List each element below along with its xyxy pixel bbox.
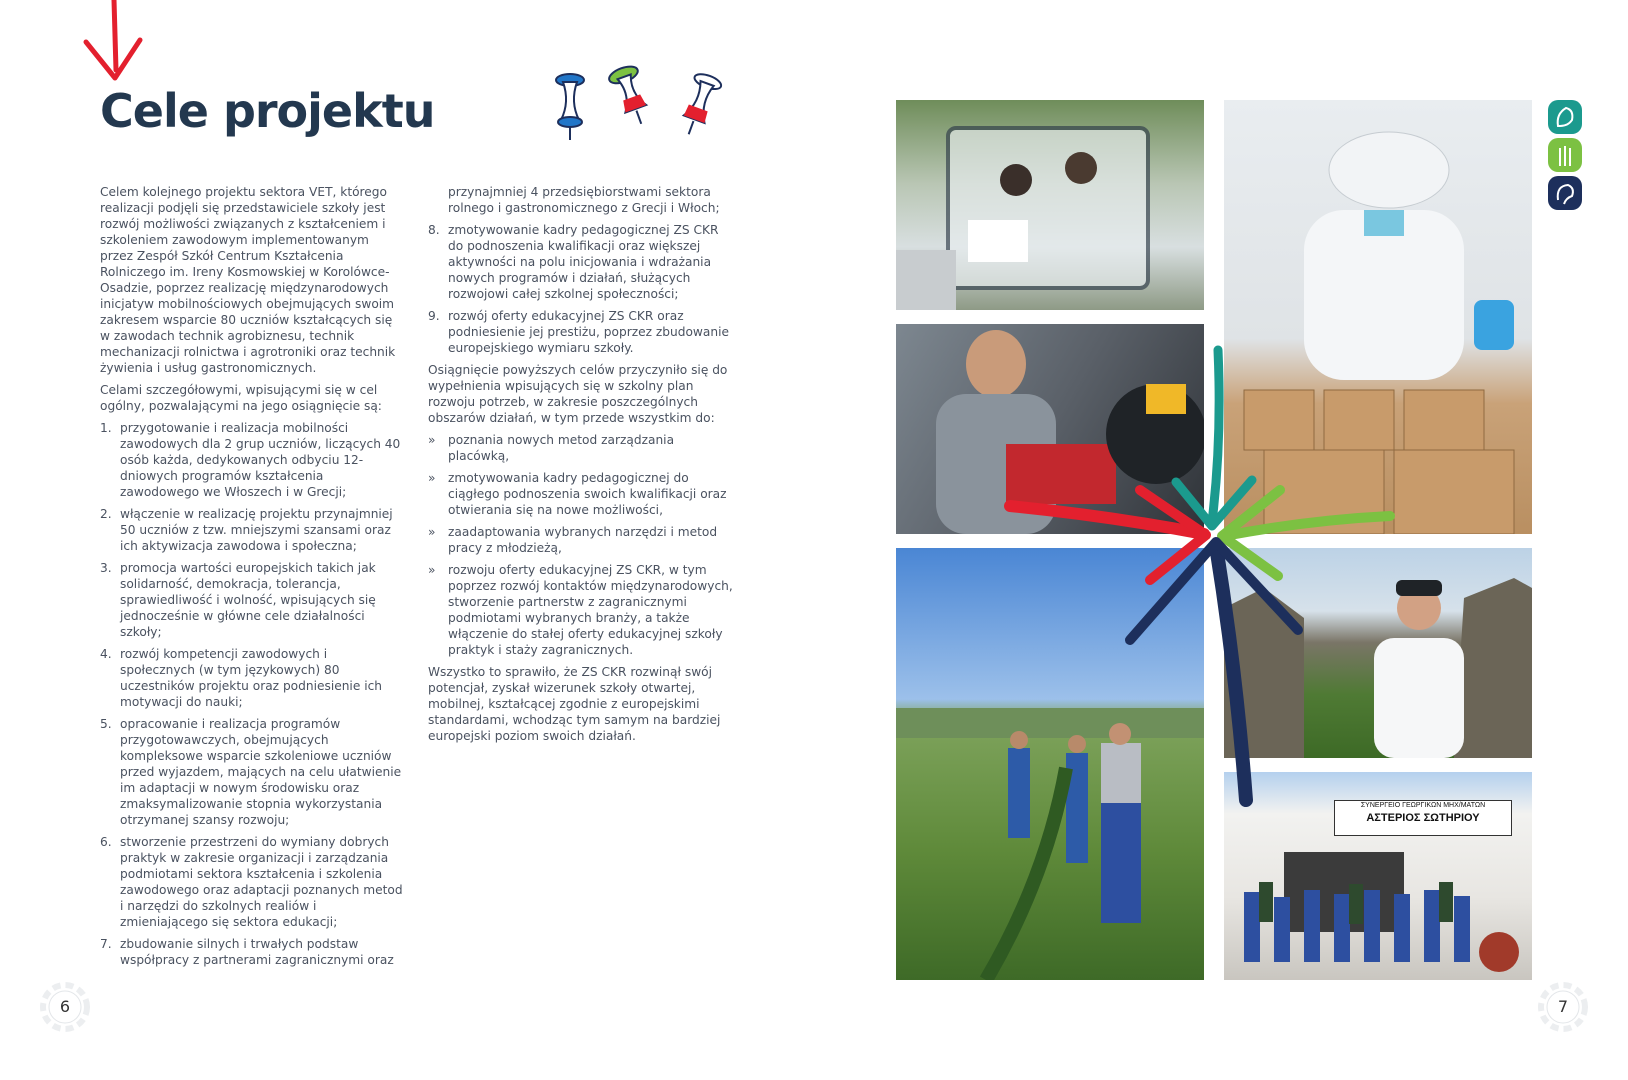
pushpins-decoration-icon (535, 62, 745, 152)
text-column-1 (100, 184, 403, 974)
intro-paragraph: Celem kolejnego projektu sektora VET, którego realizacji podjęli się przedstawiciele szkoły jest rozwój możliwości związanych z kształceniem i szkoleniem zawodowym implementowanym przez Zespół Szkół Centrum Kształcenia Rolniczego im. Ireny Kosmowskiej w Korolówce-Osadzie, poprzez realizację międzynarodowych inicjatyw mobilnościowych obejmujących swoim zakresem wsparcie 80 uczniów kształcących się w zawodach technik agrobiznesu, technik mechanizacji rolnictwa i agrotroniki oraz technik żywienia i usług gastronomicznych. (100, 185, 396, 375)
goals-list (100, 420, 403, 968)
page-number-left: 6 (59, 997, 71, 1016)
list-item: 6. stworzenie przestrzeni do wymiany dobrych praktyk w zakresie organizacji i zarządzania podmiotami sektora kształcenia i szkolenia zawodowego oraz adaptacji poznanych metod i narzędzi do szkolnych realiów i zmieniającego się sektora edukacji; (100, 835, 403, 929)
goals-list-continued (428, 222, 736, 356)
workshop-sign: ΣΥΝΕΡΓΕΙΟ ΓΕΩΡΓΙΚΩΝ ΜΗΧ/ΜΑΤΩΝ ΑΣΤΕΡΙΟΣ ΣΩΤΗΡΙΟΥ (1334, 800, 1512, 836)
list-item: 1. przygotowanie i realizacja mobilności zawodowych dla 2 grup uczniów, liczących 40 osób każda, dedykowanych odbyciu 12-dniowych programów kształcenia zawodowego we Włoszech i w Grecji; (100, 421, 401, 499)
navy-category-icon (1548, 176, 1582, 210)
teal-category-icon (1548, 100, 1582, 134)
closing-paragraph: Wszystko to sprawiło, że ZS CKR rozwinął swój potencjał, zyskał wizerunek szkoły otwartej, mobilnej, kształcącej zgodnie z europejskimi standardami, wchodząc tym samym na bardziej europejski poziom swoich działań. (428, 665, 721, 743)
list-item: » zmotywowania kadry pedagogicznej do ciągłego podnoszenia swoich kwalifikacji oraz otwierania się na nowe możliwości, (428, 471, 727, 517)
list-item: » zaadaptowania wybranych narzędzi i metod pracy z młodzieżą, (428, 525, 718, 555)
list-item: » poznania nowych metod zarządzania placówką, (428, 433, 675, 463)
text-column-2 (428, 184, 736, 750)
wheat-category-icon (1548, 138, 1582, 172)
list-item: 5. opracowanie i realizacja programów przygotowawczych, obejmujących kompleksowe wsparcie szkoleniowe uczniów przed wyjazdem, mających na celu ułatwienie im adaptacji w nowym środowisku oraz zmaksymalizowanie stopnia wykorzystania otrzymanej szansy rozwoju; (100, 717, 402, 827)
list-item: » rozwoju oferty edukacyjnej ZS CKR, w tym poprzez rozwój kontaktów międzynarodowych, stworzenie partnerstw z zagranicznymi podmiotami wybranych branży, a także włączenie do stałej oferty edukacyjnej szkoły praktyk i staży zagranicznych. (428, 563, 733, 657)
list-item: 4. rozwój kompetencji zawodowych i społecznych (w tym językowych) 80 uczestników projektu oraz podniesienie ich motywacji do nauki; (100, 647, 383, 709)
intro2-paragraph: Celami szczegółowymi, wpisującymi się w cel ogólny, pozwalającymi na jego osiągnięcie są: (100, 383, 382, 413)
crossing-arrows-decoration (990, 330, 1410, 810)
red-arrow-icon (80, 0, 150, 90)
list-item: 9. rozwój oferty edukacyjnej ZS CKR oraz podniesienie jej prestiżu, poprzez zbudowanie europejskiego wymiaru szkoły. (428, 309, 729, 355)
page-title: Cele projektu (100, 84, 435, 138)
list-item: 3. promocja wartości europejskich takich jak solidarność, demokracja, tolerancja, sprawiedliwość i wolność, wpisujących się jednocześnie w główne cele działalności szkoły; (100, 561, 376, 639)
list-item: 2. włączenie w realizację projektu przynajmniej 50 uczniów z tzw. mniejszymi szansami oraz ich aktywizacja zawodowa i społeczna; (100, 507, 393, 553)
list-item: 7. zbudowanie silnych i trwałych podstaw współpracy z partnerami zagranicznymi oraz (100, 937, 394, 967)
photo-golf-cart (896, 100, 1204, 310)
list-item: 8. zmotywowanie kadry pedagogicznej ZS CKR do podnoszenia kwalifikacji oraz większej aktywności na polu inicjowania i wdrażania nowych programów i działań, służących rozwojowi całej szkolnej społeczności; (428, 223, 719, 301)
page-number-right: 7 (1557, 997, 1569, 1016)
bullets-list (428, 432, 736, 658)
goal7-continuation: przynajmniej 4 przedsiębiorstwami sektora rolnego i gastronomicznego z Grecji i Włoch; (448, 185, 720, 215)
achieve-paragraph: Osiągnięcie powyższych celów przyczyniło się do wypełnienia wpisujących się w szkolny plan rozwoju potrzeb, w zakresie poszczególnych obszarów działań, w tym przede wszystkim do: (428, 363, 728, 425)
